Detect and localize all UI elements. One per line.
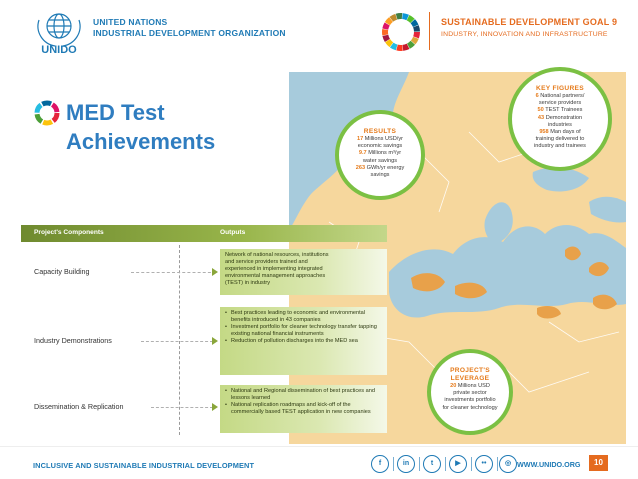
stat-line: 263 GWh/yr energy: [355, 164, 405, 171]
component-industry-demonstrations: Industry Demonstrations: [34, 336, 112, 345]
leverage-title-2: LEVERAGE: [450, 375, 490, 382]
title-line-2: Achievements: [66, 129, 216, 154]
stat-line: 17 Millions USD/yr: [356, 136, 404, 142]
org-line-1: UNITED NATIONS: [93, 17, 168, 27]
results-lines: [339, 136, 421, 179]
stat-line: service providers: [538, 100, 582, 107]
row-connector: [141, 341, 213, 342]
stat-line: 43 Demonstration: [537, 114, 583, 121]
stat-line: industry and trainees: [534, 143, 586, 150]
social-separator: [497, 457, 498, 471]
stat-line: 958 Man days of: [539, 129, 581, 136]
page-number: 10: [589, 455, 608, 471]
output-bullet: • Reduction of pollution discharges into the MED sea: [225, 338, 382, 345]
arrow-icon: [212, 268, 218, 276]
facebook-icon[interactable]: f: [371, 455, 389, 473]
stat-line: investments portfolio: [444, 397, 496, 404]
organization-name: [93, 17, 286, 39]
row-connector: [151, 407, 213, 408]
col-outputs: Outputs: [220, 229, 246, 236]
output-line: experienced in implementing integrated: [225, 265, 323, 272]
stat-line: water savings: [362, 157, 398, 164]
row-connector: [131, 272, 216, 273]
unido-logo: [33, 10, 85, 54]
stat-value: 43: [537, 114, 545, 121]
leverage-lines: [431, 383, 509, 412]
output-bullet: • National and Regional dissemination of best practices and lessons learned: [225, 388, 382, 402]
stat-value: 20: [450, 383, 457, 389]
slide-header: [0, 0, 638, 62]
output-bullet: • Best practices leading to economic and environmental benefits introduced in 43 companies: [225, 310, 382, 324]
stat-value: 17: [356, 136, 364, 142]
results-bubble: [335, 110, 425, 200]
org-line-2: INDUSTRIAL DEVELOPMENT ORGANIZATION: [93, 28, 286, 38]
results-title: RESULTS: [363, 128, 397, 135]
key-figures-bubble: [508, 67, 612, 171]
sdg-wheel-icon: [381, 12, 421, 52]
youtube-icon[interactable]: ▶: [449, 455, 467, 473]
arrow-icon: [212, 337, 218, 345]
flickr-icon[interactable]: ••: [475, 455, 493, 473]
sdg-title: SUSTAINABLE DEVELOPMENT GOAL 9: [441, 17, 618, 27]
stat-line: economic savings: [357, 143, 403, 150]
leverage-title-1: PROJECT'S: [450, 367, 490, 374]
sdg-subtitle: INDUSTRY, INNOVATION AND INFRASTRUCTURE: [441, 31, 608, 38]
stat-line: training delivered to: [535, 136, 585, 143]
output-bullet: • Investment portfolio for cleaner technology transfer tapping existing national financial instruments: [225, 324, 382, 338]
footer-rule: [0, 446, 638, 447]
output-box-capacity: [220, 249, 387, 295]
output-line: (TEST) in industry: [225, 279, 271, 286]
component-dissemination-replication: Dissemination & Replication: [34, 402, 124, 411]
header-divider: [429, 12, 430, 50]
stat-line: 6 National partners/: [535, 93, 585, 99]
page-title: [66, 98, 266, 156]
stat-value: 9.7: [358, 150, 367, 157]
sdg-ring-icon: [34, 100, 60, 126]
stat-value: 6: [535, 93, 539, 99]
website-link[interactable]: WWW.UNIDO.ORG: [517, 460, 581, 469]
table-header: [21, 225, 387, 242]
key-figures-lines: [512, 93, 608, 151]
stat-line: private sector: [453, 390, 487, 397]
social-separator: [471, 457, 472, 471]
output-line: and service providers trained and: [225, 258, 308, 265]
col-components: Project's Components: [34, 229, 104, 236]
stat-line: 50 TEST Trainees: [537, 107, 583, 114]
linkedin-icon[interactable]: in: [397, 455, 415, 473]
components-table: [21, 225, 387, 437]
instagram-icon[interactable]: ◎: [499, 455, 517, 473]
stat-value: 263: [355, 164, 366, 171]
output-box-demonstrations: [220, 307, 387, 375]
social-separator: [393, 457, 394, 471]
component-capacity-building: Capacity Building: [34, 267, 90, 276]
stat-value: 50: [537, 107, 544, 114]
key-figures-title: KEY FIGURES: [536, 85, 584, 92]
stat-line: industries: [548, 121, 572, 128]
output-bullet: • National replication roadmaps and kick-off of the commercially based TEST application in new companies: [225, 402, 382, 416]
title-line-1: MED Test: [66, 100, 165, 125]
twitter-icon[interactable]: t: [423, 455, 441, 473]
unido-wordmark: UNIDO: [41, 44, 77, 54]
output-line: environmental management approaches: [225, 272, 326, 279]
stat-line: savings: [370, 172, 390, 179]
stat-line: 9.7 Millions m³/yr: [358, 150, 402, 157]
social-separator: [445, 457, 446, 471]
footer-tagline: INCLUSIVE AND SUSTAINABLE INDUSTRIAL DEVELOPMENT: [33, 461, 255, 470]
stat-line: 20 Millions USD: [450, 383, 490, 389]
arrow-icon: [212, 403, 218, 411]
output-box-dissemination: [220, 385, 387, 433]
output-line: Network of national resources, institutions: [225, 252, 329, 258]
social-separator: [419, 457, 420, 471]
leverage-bubble: [427, 349, 513, 435]
stat-value: 958: [539, 129, 549, 136]
stat-line: for cleaner technology: [442, 404, 498, 411]
